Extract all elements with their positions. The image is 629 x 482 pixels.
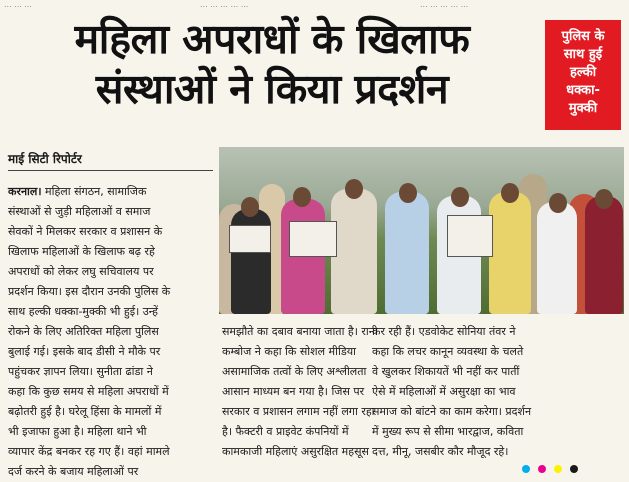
article-column-b <box>222 322 378 462</box>
article-line: खिलाफ महिलाओं के खिलाफ बढ़ रहे <box>8 245 155 258</box>
article-line: साथ हल्की धक्का-मुक्की भी हुई। उन्हें <box>8 305 158 318</box>
headline-line-2: संस्थाओं ने किया प्रदर्शन <box>95 65 449 113</box>
article-line: रोकने के लिए अतिरिक्त महिला पुलिस <box>8 325 159 338</box>
top-strip <box>0 0 629 12</box>
article-line: कामकाजी महिलाएं असुरक्षित महसूस <box>222 445 369 458</box>
black-dot <box>570 465 578 473</box>
article-line: में मुख्य रूप से सीमा भारद्वाज, कविता <box>372 425 524 438</box>
article-line: दर्ज करने के बजाय महिलाओं पर <box>8 465 139 478</box>
sidebar-line: मुक्की <box>568 101 598 116</box>
top-strip-text: ... ... ... <box>4 0 32 9</box>
article-line: कर रही हैं। एडवोकेट सोनिया तंवर ने <box>372 325 516 338</box>
sidebar-line: धक्का- <box>566 83 600 98</box>
top-strip-text: ... ... ... ... ... <box>420 0 469 9</box>
article-line: समाज को बांटने का काम करेगा। प्रदर्शन <box>372 405 532 418</box>
article-line: अपराधों को लेकर लघु सचिवालय पर <box>8 265 154 278</box>
yellow-dot <box>554 465 562 473</box>
article-line: बुलाई गई। इसके बाद डीसी ने मौके पर <box>8 345 161 358</box>
article-line: कहा कि कुछ समय से महिला अपराधों में <box>8 385 169 398</box>
article-line: पहुंचकर ज्ञापन लिया। सुनीता ढांडा ने <box>8 365 153 378</box>
article-line: संस्थाओं से जुड़ी महिलाओं व समाज <box>8 205 151 218</box>
sidebar-highlight-box <box>545 20 621 130</box>
article-column-a <box>8 182 213 482</box>
article-line: है। फैक्टरी व प्राइवेट कंपनियों में <box>222 425 349 438</box>
article-line: आसान माध्यम बन गया है। जिस पर <box>222 385 365 398</box>
article-line: महिला संगठन, सामाजिक <box>45 185 147 198</box>
article-line: समझौते का दबाव बनाया जाता है। रानी <box>222 325 378 338</box>
article-line: दत्त, मीनू, जसबीर कौर मौजूद रहे। <box>372 445 509 458</box>
headline <box>6 14 538 114</box>
registration-marks <box>522 458 622 466</box>
article-line: सेवकों ने मिलकर सरकार व प्रशासन के <box>8 225 163 238</box>
dateline: करनाल। <box>8 185 42 198</box>
sidebar-line: साथ हुई <box>563 47 603 62</box>
article-line: बढ़ोतरी हुई है। घरेलू हिंसा के मामलों में <box>8 405 162 418</box>
article-line: व्यापार केंद्र बनकर रह गए हैं। वहां मामले <box>8 445 170 458</box>
magenta-dot <box>538 465 546 473</box>
sidebar-line: हल्की <box>569 65 597 80</box>
headline-line-1: महिला अपराधों के खिलाफ <box>74 15 470 63</box>
protest-photo <box>219 147 624 314</box>
article-line: कम्बोज ने कहा कि सोशल मीडिया <box>222 345 356 358</box>
top-strip-text: ... ... ... ... ... <box>200 0 249 9</box>
article-line: सरकार व प्रशासन लगाम नहीं लगा रहा <box>222 405 375 418</box>
article-line: ऐसे में महिलाओं में असुरक्षा का भाव <box>372 385 516 398</box>
article-line: असामाजिक तत्वों के लिए अश्लीलता <box>222 365 367 378</box>
byline: माई सिटी रिपोर्टर <box>8 150 213 171</box>
article-line: कहा कि लचर कानून व्यवस्था के चलते <box>372 345 524 358</box>
article-line: वे खुलकर शिकायतें भी नहीं कर पातीं <box>372 365 520 378</box>
article-column-c <box>372 322 625 462</box>
sidebar-line: पुलिस के <box>561 29 605 44</box>
cyan-dot <box>522 465 530 473</box>
article-line: प्रदर्शन किया। इस दौरान उनकी पुलिस के <box>8 285 171 298</box>
article-line: भी इजाफा हुआ है। महिला थाने भी <box>8 425 147 438</box>
